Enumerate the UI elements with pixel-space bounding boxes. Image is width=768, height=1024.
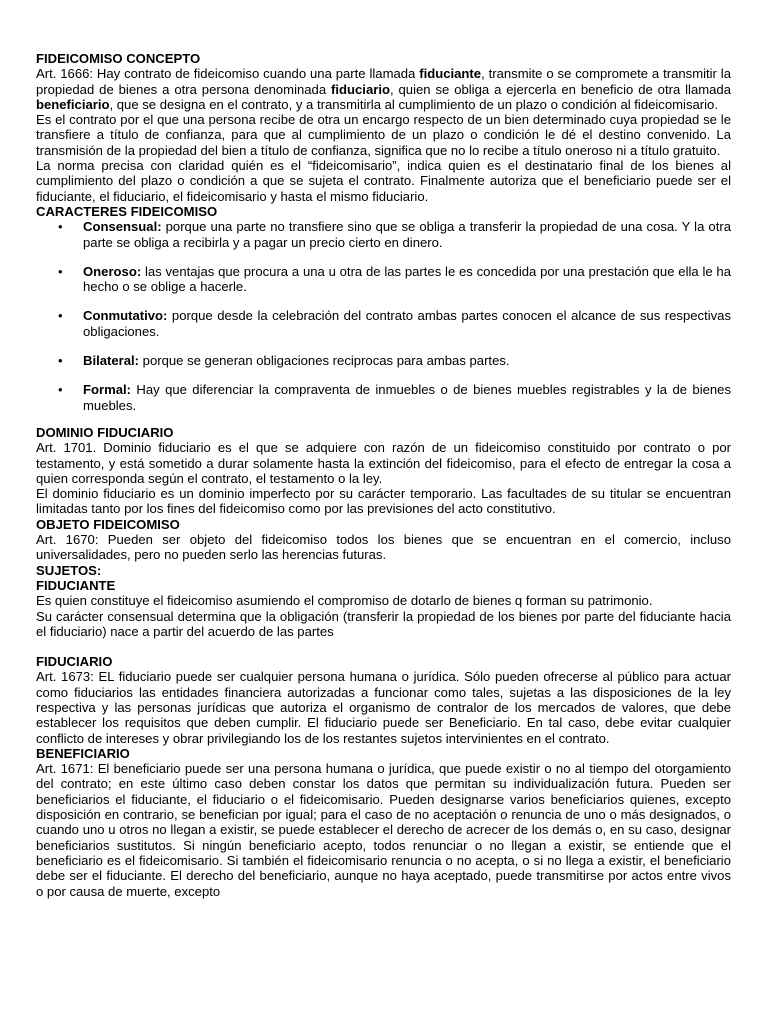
list-item-term: Conmutativo:: [83, 308, 168, 324]
section-title-dominio-fiduciario: DOMINIO FIDUCIARIO: [36, 424, 174, 440]
list-item-term: Consensual:: [83, 219, 162, 235]
paragraph-fiduciante-definicion: Es quien constituye el fideicomiso asumiendo el compromiso de dotarlo de bienes q forman su patrimonio.: [36, 593, 653, 609]
text-segment: , transmite o se compromete a transmitir la propiedad de bienes a otra persona denominada: [36, 66, 732, 97]
paragraph-contrato-definicion: Es el contrato por el que una persona recibe de otra un encargo respecto de un bien determinado cuya propiedad se le transfiere a título de confianza, para que al cumplimiento de un plazo o condición le dé el destino convenido. La transmisión de la propiedad del bien a título de confianza, significa que no lo recibe a título oneroso ni a título gratuito.: [36, 112, 731, 158]
paragraph-art-1673: Art. 1673: EL fiduciario puede ser cualquier persona humana o jurídica. Sólo pueden ofrecerse al público para actuar como fiduciarios las entidades financiera autorizadas a funcionar como tales, sujetas a las disposiciones de la ley respectiva y las personas jurídicas que autoriza el organismo de contralor de los mercados de valores, que debe establecer los requisitos que deben cumplir. El fiduciario puede ser Beneficiario. En tal caso, debe evitar cualquier conflicto de intereses y obrar privilegiando los de los restantes sujetos intervinientes en el contrato.: [36, 669, 731, 746]
term-fiduciario: fiduciario: [331, 81, 390, 97]
list-item: [36, 219, 731, 250]
paragraph-art-1701: Art. 1701. Dominio fiduciario es el que se adquiere con razón de un fideicomiso constituido por contrato o por testamento, y está sometido a durar solamente hasta la extinción del fideicomiso, para el efecto de entregar la cosa a quien corresponda según el contrato, el testamento o la ley.: [36, 440, 731, 486]
paragraph-fiduciante-consensual: Su carácter consensual determina que la obligación (transferir la propiedad de los bienes por parte del fiduciante hacia el fiduciario) nace a partir del acuerdo de las partes: [36, 608, 731, 639]
list-item-term: Oneroso:: [83, 263, 142, 279]
list-item: [36, 264, 731, 295]
list-item-term: Formal:: [83, 382, 132, 398]
text-segment: , que se designa en el contrato, y a transmitirla al cumplimiento de un plazo o condición al fideicomisario.: [109, 96, 718, 112]
text-segment: Art. 1666: Hay contrato de fideicomiso cuando una parte llamada: [36, 66, 420, 82]
term-beneficiario: beneficiario: [36, 96, 110, 112]
section-title-caracteres: CARACTERES FIDEICOMISO: [36, 203, 218, 219]
term-fiduciante: fiduciante: [419, 66, 482, 82]
list-item-text: las ventajas que procura a una u otra de las partes le es concedida por una prestación que ella le ha hecho o se oblige a hacerle.: [83, 263, 731, 295]
paragraph-dominio-imperfecto: El dominio fiduciario es un dominio imperfecto por su carácter temporario. Las facultades de su titular se encuentran limitadas tanto por los fines del fideicomiso como por las previsiones del acto constitutivo.: [36, 486, 731, 517]
section-title-fideicomiso-concepto: FIDEICOMISO CONCEPTO: [36, 51, 201, 66]
text-segment: , quien se obliga a ejercerla en beneficio de otra llamada: [389, 81, 732, 97]
list-item-text: porque una parte no transfiere sino que se obliga a transferir la propiedad de una cosa. Y la otra parte se obliga a recibirla y a pagar un precio cierto en dinero.: [83, 219, 731, 250]
paragraph-art-1671: Art. 1671: El beneficiario puede ser una persona humana o jurídica, que puede existir o no al tiempo del otorgamiento del contrato; en este último caso deben constar los datos que permitan su individualización futura. Pueden ser beneficiarios el fiduciante, el fiduciario o el fideicomisario. Pueden designarse varios beneficiarios quienes, excepto disposición en contrario, se benefician por igual; para el caso de no aceptación o renuncia de uno o más designados, o cuando uno u otros no llegan a existir, se puede establecer el derecho de acrecer de los demás o, en su caso, designar beneficiarios sustitutos. Si ningún beneficiario acepto, todos renunciar o no llegan a existir, se entiende que el beneficiario es el fideicomisario. Si también el fideicomisario renuncia o no acepta, o si no llega a existir, el beneficiario debe ser el fiduciante. El derecho del beneficiario, aunque no haya aceptado, puede transmitirse por actos entre vivos o por causa de muerte, excepto: [36, 761, 731, 899]
paragraph-fideicomisario: La norma precisa con claridad quién es el “fideicomisario”, indica quien es el destinatario final de los bienes al cumplimiento del plazo o condición a que se sujeta el contrato. Finalmente autoriza que el beneficiario puede ser el fiduciante, el fiduciario, el fideicomisario y hasta el mismo fiduciario.: [36, 158, 731, 204]
bullet-glyph: •: [58, 263, 63, 279]
list-item-text: porque desde la celebración del contrato ambas partes conocen el alcance de sus respectivas obligaciones.: [83, 308, 731, 339]
bullet-glyph: •: [58, 219, 63, 235]
list-item: [36, 382, 731, 413]
section-title-objeto: OBJETO FIDEICOMISO: [36, 516, 180, 532]
bullet-glyph: •: [58, 382, 63, 398]
document-page: [36, 51, 731, 899]
section-title-sujetos: SUJETOS:: [36, 562, 102, 578]
subsection-title-fiduciante: FIDUCIANTE: [36, 577, 116, 593]
paragraph-art-1670: Art. 1670: Pueden ser objeto del fideicomiso todos los bienes que se encuentran en el comercio, incluso universalidades, pero no pueden serlo las herencias futuras.: [36, 532, 731, 563]
spacer: [36, 639, 731, 654]
bullet-glyph: •: [58, 308, 63, 324]
list-item-term: Bilateral:: [83, 353, 140, 369]
caracteres-list: [36, 219, 731, 413]
subsection-title-fiduciario: FIDUCIARIO: [36, 654, 113, 670]
list-item-text: Hay que diferenciar la compraventa de inmuebles o de bienes muebles registrables y la de bienes muebles.: [83, 382, 731, 413]
list-item: [36, 308, 731, 339]
list-item: [36, 353, 731, 368]
paragraph-art-1666: [36, 66, 731, 112]
subsection-title-beneficiario: BENEFICIARIO: [36, 745, 130, 761]
list-item-text: porque se generan obligaciones reciprocas para ambas partes.: [139, 353, 510, 369]
bullet-glyph: •: [58, 353, 63, 369]
